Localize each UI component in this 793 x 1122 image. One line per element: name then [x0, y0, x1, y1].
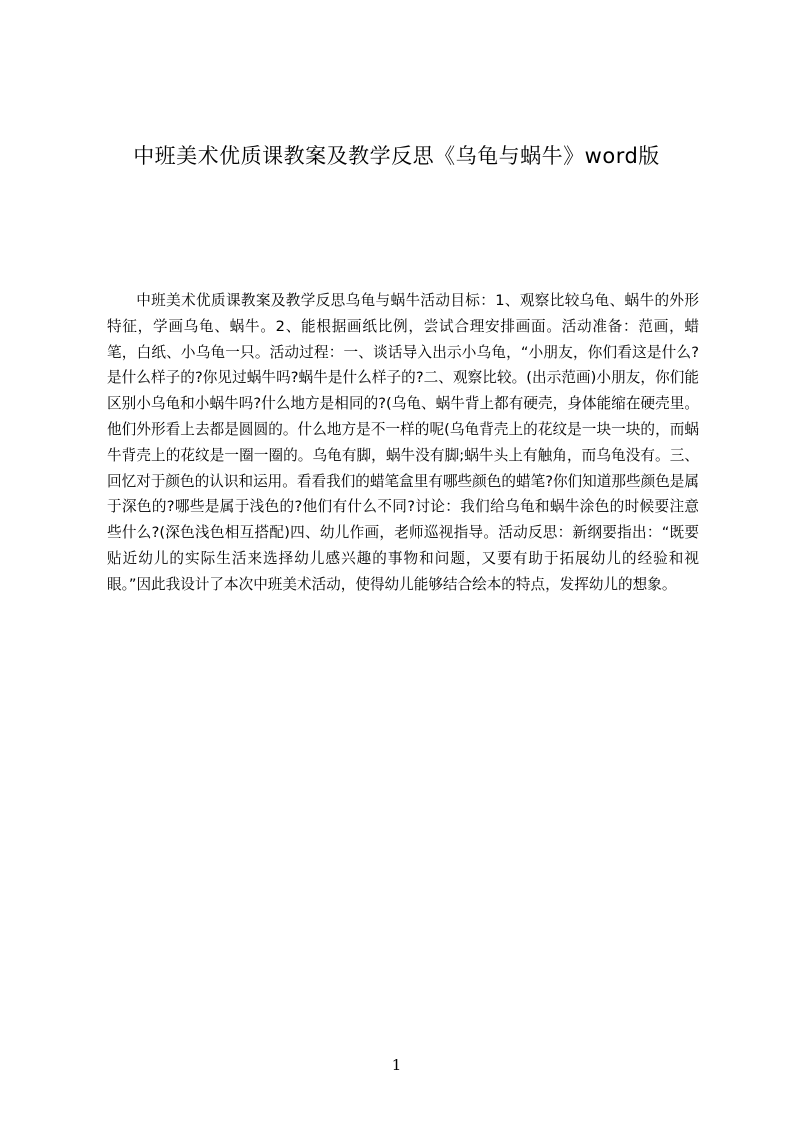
document-title: 中班美术优质课教案及教学反思《乌龟与蜗牛》word版	[133, 144, 660, 168]
page-number: 1	[391, 1056, 402, 1074]
body-paragraph: 中班美术优质课教案及教学反思乌龟与蜗牛活动目标：1、观察比较乌龟、蜗牛的外形特征，学画乌龟、蜗牛。2、能根据画纸比例，尝试合理安排画面。活动准备：范画，蜡笔，白纸、小乌龟一只。活动过程：一、谈话导入出示小乌龟，“小朋友，你们看这是什么?是什么样子的?你见过蜗牛吗?蜗牛是什么样子的?二、观察比较。(出示范画)小朋友，你们能区别小乌龟和小蜗牛吗?什么地方是相同的?(乌龟、蜗牛背上都有硬壳，身体能缩在硬壳里。他们外形看上去都是圆圆的。什么地方是不一样的呢(乌龟背壳上的花纹是一块一块的，而蜗牛背壳上的花纹是一圈一圈的。乌龟有脚，蜗牛没有脚;蜗牛头上有触角，而乌龟没有。三、回忆对于颜色的认识和运用。看看我们的蜡笔盒里有哪些颜色的蜡笔?你们知道那些颜色是属于深色的?哪些是属于浅色的?他们有什么不同?讨论：我们给乌龟和蜗牛涂色的时候要注意些什么?(深色浅色相互搭配)四、幼儿作画，老师巡视指导。活动反思：新纲要指出：“既要贴近幼儿的实际生活来选择幼儿感兴趣的事物和问题，又要有助于拓展幼儿的经验和视眼。”因此我设计了本次中班美术活动，使得幼儿能够结合绘本的特点，发挥幼儿的想象。	[107, 292, 699, 593]
